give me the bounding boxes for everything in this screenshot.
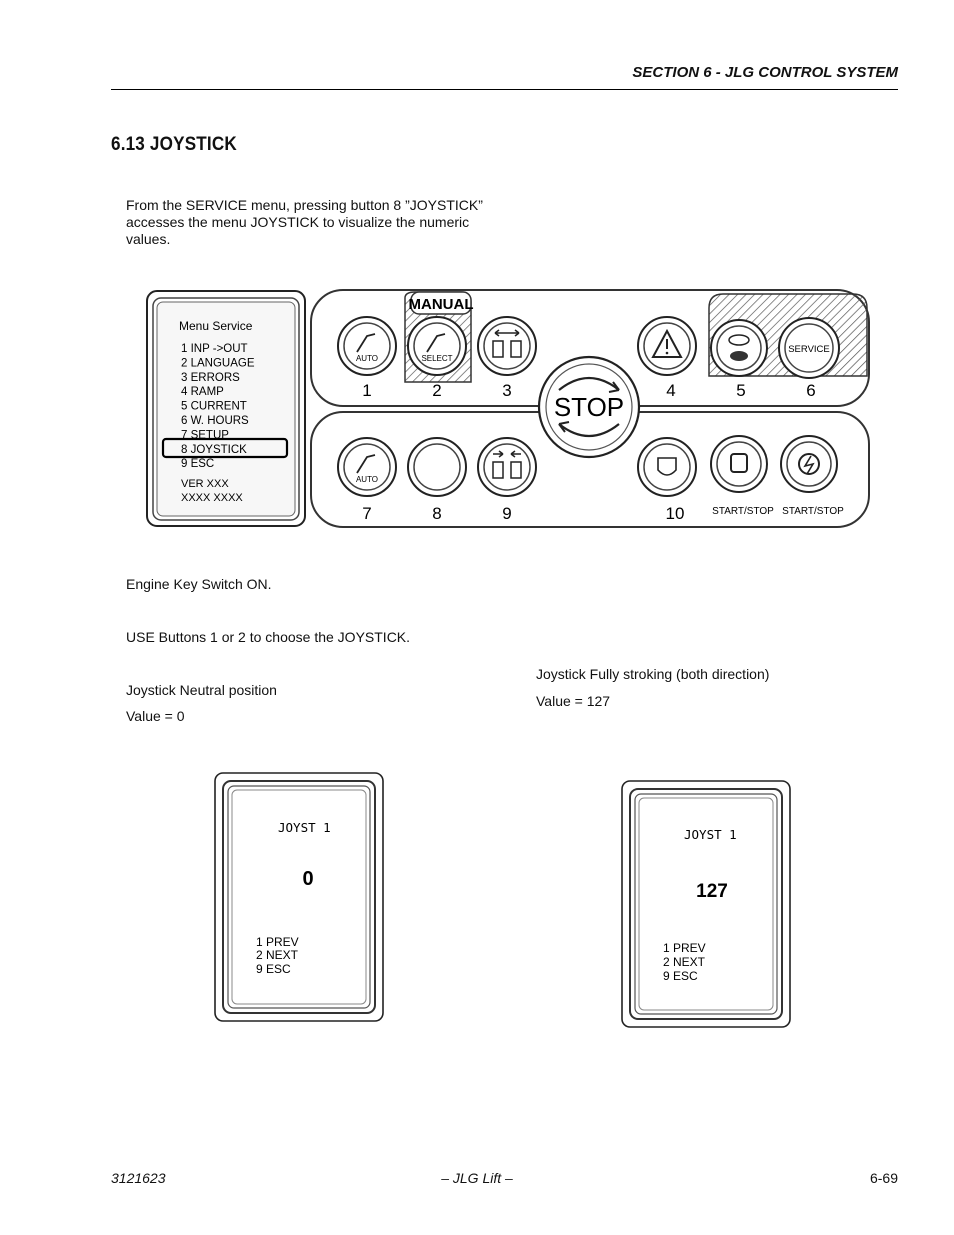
menu-item: 5 CURRENT — [181, 400, 247, 413]
full-title: JOYST 1 — [684, 827, 737, 842]
neutral-value: 0 — [302, 868, 314, 890]
menu-item: 4 RAMP — [181, 386, 224, 399]
button-7[interactable] — [338, 438, 396, 496]
start-stop-button-2[interactable] — [781, 436, 837, 492]
number-4: 4 — [666, 381, 676, 400]
footer-doc-number: 3121623 — [111, 1170, 166, 1186]
full-line-prev: 1 PREV — [663, 941, 706, 955]
manual-label: MANUAL — [408, 296, 474, 313]
full-value: 127 — [696, 881, 728, 902]
version-line-1: VER XXX — [181, 478, 229, 490]
number-2: 2 — [432, 381, 442, 400]
full-line-esc: 9 ESC — [663, 969, 698, 983]
menu-service-display — [147, 291, 305, 526]
button-4[interactable] — [638, 317, 696, 375]
menu-item: 3 ERRORS — [181, 371, 240, 384]
full-line-next: 2 NEXT — [663, 955, 706, 969]
number-9: 9 — [502, 504, 512, 523]
button-3[interactable] — [478, 317, 536, 375]
step-engine-on: Engine Key Switch ON. — [126, 576, 272, 592]
stop-label: STOP — [553, 392, 625, 422]
service-button[interactable] — [779, 318, 839, 378]
menu-item: 7 SETUP — [181, 429, 229, 442]
control-panel-illustration — [143, 286, 873, 531]
neutral-line-next: 2 NEXT — [256, 948, 299, 962]
menu-item: 9 ESC — [181, 458, 215, 471]
footer-page-number: 6-69 — [869, 1170, 898, 1186]
step-choose-joystick: USE Buttons 1 or 2 to choose the JOYSTICK. — [126, 629, 411, 645]
version-line-2: XXXX XXXX — [181, 492, 243, 504]
auto-label-7: AUTO — [355, 475, 379, 484]
button-5[interactable] — [711, 320, 767, 376]
neutral-title: JOYST 1 — [278, 820, 331, 835]
section-heading: 6.13 JOYSTICK — [111, 134, 237, 155]
button-1[interactable] — [338, 317, 396, 375]
button-8[interactable] — [408, 438, 466, 496]
button-10[interactable] — [638, 438, 696, 496]
button-9[interactable] — [478, 438, 536, 496]
number-5: 5 — [736, 381, 746, 400]
full-caption: Joystick Fully stroking (both direction) — [536, 666, 770, 682]
auto-label-1: AUTO — [355, 354, 379, 363]
full-stroke-display — [620, 778, 794, 1030]
button-2[interactable] — [408, 317, 466, 375]
full-value-text: Value = 127 — [536, 693, 611, 709]
service-label: SERVICE — [788, 344, 830, 355]
neutral-line-prev: 1 PREV — [256, 935, 299, 949]
neutral-line-esc: 9 ESC — [256, 962, 291, 976]
number-7: 7 — [362, 504, 372, 523]
select-label: SELECT — [421, 354, 453, 363]
neutral-display — [213, 770, 387, 1025]
number-8: 8 — [432, 504, 442, 523]
footer-center: – JLG Lift – — [441, 1170, 513, 1186]
menu-title: Menu Service — [179, 319, 253, 333]
start-stop-label-2: START/STOP — [782, 506, 844, 517]
menu-item: 8 JOYSTICK — [181, 443, 247, 456]
start-stop-button-1[interactable] — [711, 436, 767, 492]
intro-paragraph: From the SERVICE menu, pressing button 8 ”JOYSTICK” accesses the menu JOYSTICK to visualize the numeric values. — [126, 197, 483, 247]
number-6: 6 — [806, 381, 816, 400]
start-stop-label-1: START/STOP — [712, 506, 774, 517]
menu-item: 1 INP ->OUT — [181, 343, 248, 355]
neutral-value-text: Value = 0 — [126, 708, 185, 724]
number-1: 1 — [362, 381, 372, 400]
menu-item: 6 W. HOURS — [181, 415, 249, 427]
number-10: 10 — [665, 504, 685, 523]
turtle-icon — [730, 351, 748, 361]
number-3: 3 — [502, 381, 512, 400]
stop-button[interactable] — [539, 357, 639, 457]
menu-item: 2 LANGUAGE — [181, 357, 255, 370]
header-rule — [111, 89, 898, 90]
neutral-caption: Joystick Neutral position — [126, 682, 277, 698]
section-header: SECTION 6 - JLG CONTROL SYSTEM — [632, 64, 898, 81]
